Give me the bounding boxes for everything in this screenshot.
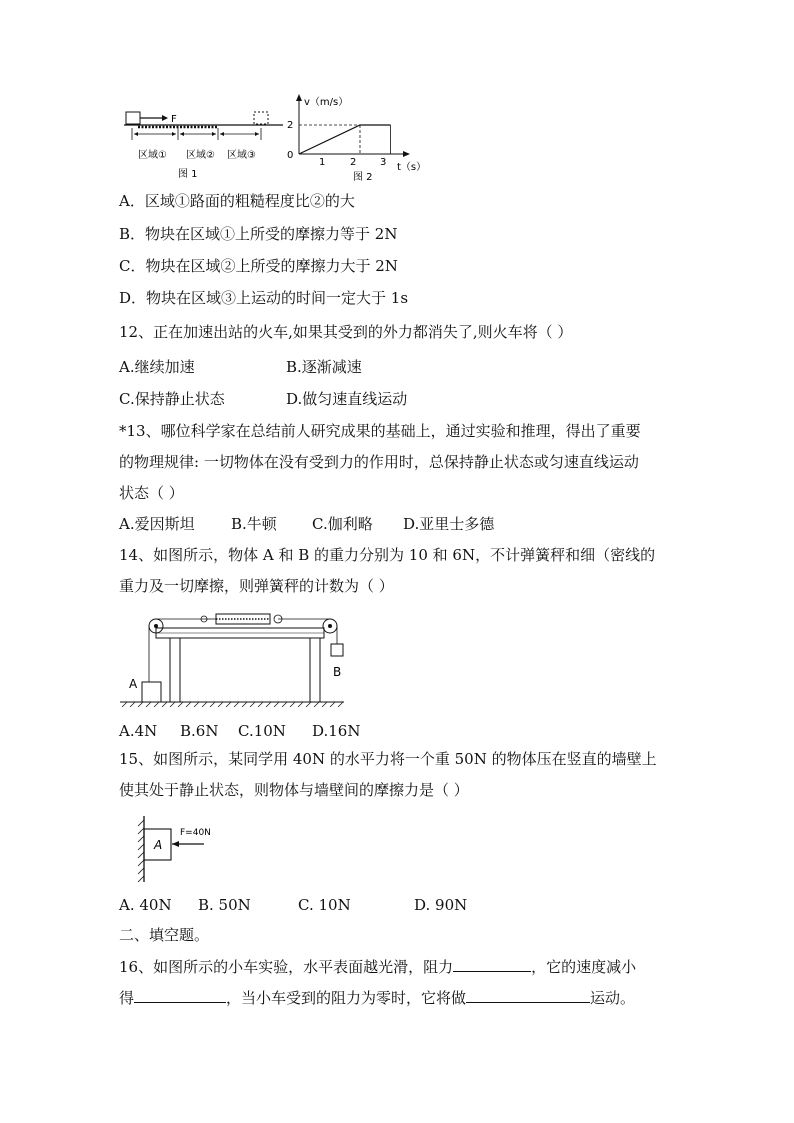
fig2-vt-graph	[287, 94, 426, 173]
q16-blank-3[interactable]	[466, 987, 590, 1003]
wall-hatch	[138, 820, 144, 882]
label-b: B	[333, 665, 342, 679]
push-force-arrow-head	[172, 841, 179, 847]
q15-option-b: B. 50N	[198, 896, 251, 914]
q16-text-1: 16、如图所示的小车实验，水平表面越光滑，阻力	[119, 958, 454, 976]
q15-line-2: 使其处于静止状态，则物体与墙壁间的摩擦力是（ ）	[119, 781, 469, 799]
q12-option-b: B.逐渐减速	[286, 358, 362, 376]
q14-option-c: C.10N	[238, 722, 286, 740]
fig2-caption: 图 2	[353, 172, 373, 183]
label-a: A	[129, 677, 138, 691]
q15-option-a: A. 40N	[119, 896, 172, 914]
origin-label: 0	[287, 150, 294, 161]
q11-option-c: C．物块在区域②上所受的摩擦力大于 2N	[119, 257, 398, 275]
q16-text-4: ，当小车受到的阻力为零时，它将做	[226, 989, 467, 1007]
ground-hatch	[122, 702, 343, 707]
push-force-label: F=40N	[180, 828, 211, 838]
q13-option-a: A.爱因斯坦	[119, 515, 195, 533]
q14-line-2: 重力及一切摩擦，则弹簧秤的计数为（ ）	[119, 577, 394, 595]
q14-line-1: 14、如图所示，物体 A 和 B 的重力分别为 10 和 6N，不计弹簧秤和细（密线的	[119, 546, 656, 564]
motion-figure-svg	[118, 92, 428, 184]
pulley-figure-svg	[118, 606, 358, 718]
q14-option-a: A.4N	[119, 722, 158, 740]
pressed-block-label: A	[154, 838, 163, 852]
wall-figure	[132, 814, 232, 886]
t-tick-3: 3	[380, 157, 387, 168]
v-axis-label: v（m/s）	[304, 97, 349, 108]
q13-option-b: B.牛顿	[231, 515, 277, 533]
q16-blank-1[interactable]	[453, 956, 531, 972]
q13-line-1: *13、哪位科学家在总结前人研究成果的基础上，通过实验和推理，得出了重要	[119, 422, 641, 440]
fig1-diagram	[124, 112, 283, 180]
q12-option-c: C.保持静止状态	[119, 390, 225, 408]
q15-option-c: C. 10N	[298, 896, 351, 914]
t-tick-2: 2	[350, 157, 357, 168]
q13-option-d: D.亚里士多德	[403, 515, 495, 533]
t-axis-label: t（s）	[397, 162, 427, 173]
v-axis-arrow	[296, 94, 302, 101]
q14-option-b: B.6N	[180, 722, 219, 740]
q11-option-d: D．物块在区域③上运动的时间一定大于 1s	[119, 289, 409, 307]
block-rect	[126, 112, 140, 124]
spring-balance	[201, 614, 282, 624]
t-tick-1: 1	[319, 157, 326, 168]
fig1-caption: 图 1	[178, 169, 198, 180]
q13-line-2: 的物理规律: 一切物体在没有受到力的作用时，总保持静止状态或匀速直线运动	[119, 453, 639, 471]
vt-line	[299, 125, 391, 154]
q16-line-2	[119, 987, 635, 1008]
t-axis-arrow	[403, 151, 410, 157]
wall-figure-svg	[132, 814, 232, 886]
q16-text-5: 运动。	[590, 989, 636, 1007]
q15-line-1: 15、如图所示，某同学用 40N 的水平力将一个重 50N 的物体压在竖直的墙壁上	[119, 750, 657, 768]
block-a	[142, 682, 161, 702]
q13-option-c: C.伽利略	[312, 515, 373, 533]
block-b	[331, 644, 343, 656]
zone2-label: 区域②	[186, 150, 215, 161]
q12-option-d: D.做匀速直线运动	[286, 390, 408, 408]
q14-option-d: D.16N	[312, 722, 361, 740]
q11-option-b: B．物块在区域①上所受的摩擦力等于 2N	[119, 225, 398, 243]
q15-option-d: D. 90N	[414, 896, 468, 914]
fig1-force-label: F	[171, 114, 177, 125]
q12-option-a: A.继续加速	[119, 358, 195, 376]
q16-text-2: ，它的速度减小	[531, 958, 637, 976]
zone3-label: 区域③	[227, 150, 256, 161]
q16-line-1	[119, 956, 636, 977]
q12-stem: 12、正在加速出站的火车,如果其受到的外力都消失了,则火车将（ ）	[119, 323, 573, 341]
block-end-rect	[254, 112, 268, 124]
q16-blank-2[interactable]	[134, 987, 226, 1003]
motion-figure	[118, 92, 428, 184]
q16-text-3: 得	[119, 989, 135, 1007]
q11-option-a: A．区域①路面的粗糙程度比②的大	[119, 192, 355, 210]
zone1-label: 区域①	[138, 150, 167, 161]
force-arrow-head	[162, 115, 168, 121]
q13-line-3: 状态（ ）	[119, 484, 184, 502]
section-fill-blank-heading: 二、填空题。	[119, 926, 210, 944]
v-tick-label: 2	[287, 120, 294, 131]
pulley-figure	[118, 606, 358, 718]
